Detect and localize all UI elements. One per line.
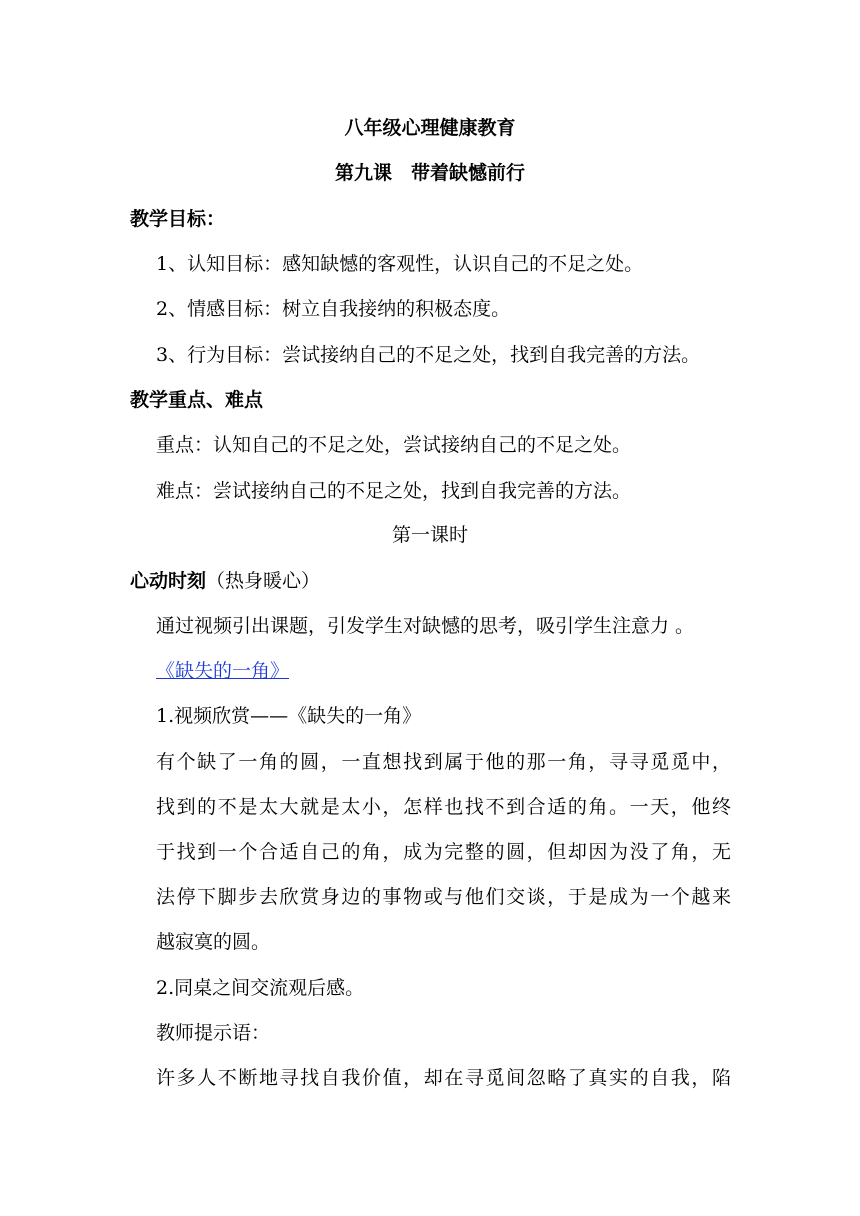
- story-line: 法停下脚步去欣赏身边的事物或与他们交谈，于是成为一个越来: [156, 886, 731, 908]
- goal-item: 2、情感目标：树立自我接纳的积极态度。: [156, 298, 511, 320]
- period-label: 第一课时: [391, 524, 468, 546]
- goal-item: 1、认知目标：感知缺憾的客观性，认识自己的不足之处。: [156, 253, 644, 275]
- prompt-text: 许多人不断地寻找自我价值，却在寻觅间忽略了真实的自我，陷: [156, 1067, 731, 1089]
- goal-item: 3、行为目标：尝试接纳自己的不足之处，找到自我完善的方法。: [156, 344, 701, 366]
- section-subtitle: （热身暖心）: [206, 570, 321, 592]
- teacher-prompt-label: 教师提示语：: [156, 1022, 271, 1044]
- document-title: 八年级心理健康教育: [344, 117, 516, 139]
- section-heading: [130, 568, 320, 594]
- section-title: 心动时刻: [130, 570, 207, 592]
- story-line: 于找到一个合适自己的角，成为完整的圆，但却因为没了角，无: [156, 841, 731, 863]
- goals-heading: 教学目标：: [130, 208, 226, 230]
- difficult-point: 难点：尝试接纳自己的不足之处，找到自我完善的方法。: [156, 480, 632, 502]
- lesson-title: 第九课 带着缺憾前行: [334, 162, 525, 184]
- step-discussion: 2.同桌之间交流观后感。: [156, 977, 365, 999]
- intro-text: 通过视频引出课题，引发学生对缺憾的思考，吸引学生注意力 。: [156, 615, 695, 637]
- step-video: 1.视频欣赏——《缺失的一角》: [156, 705, 422, 727]
- story-line: 越寂寞的圆。: [156, 931, 271, 953]
- key-point: 重点：认知自己的不足之处，尝试接纳自己的不足之处。: [156, 434, 632, 456]
- key-points-heading: 教学重点、难点: [130, 389, 264, 411]
- video-link[interactable]: 《缺失的一角》: [156, 660, 290, 682]
- story-line: 有个缺了一角的圆，一直想找到属于他的那一角，寻寻觅觅中，: [156, 751, 731, 773]
- story-line: 找到的不是太大就是太小，怎样也找不到合适的角。一天，他终: [156, 796, 731, 818]
